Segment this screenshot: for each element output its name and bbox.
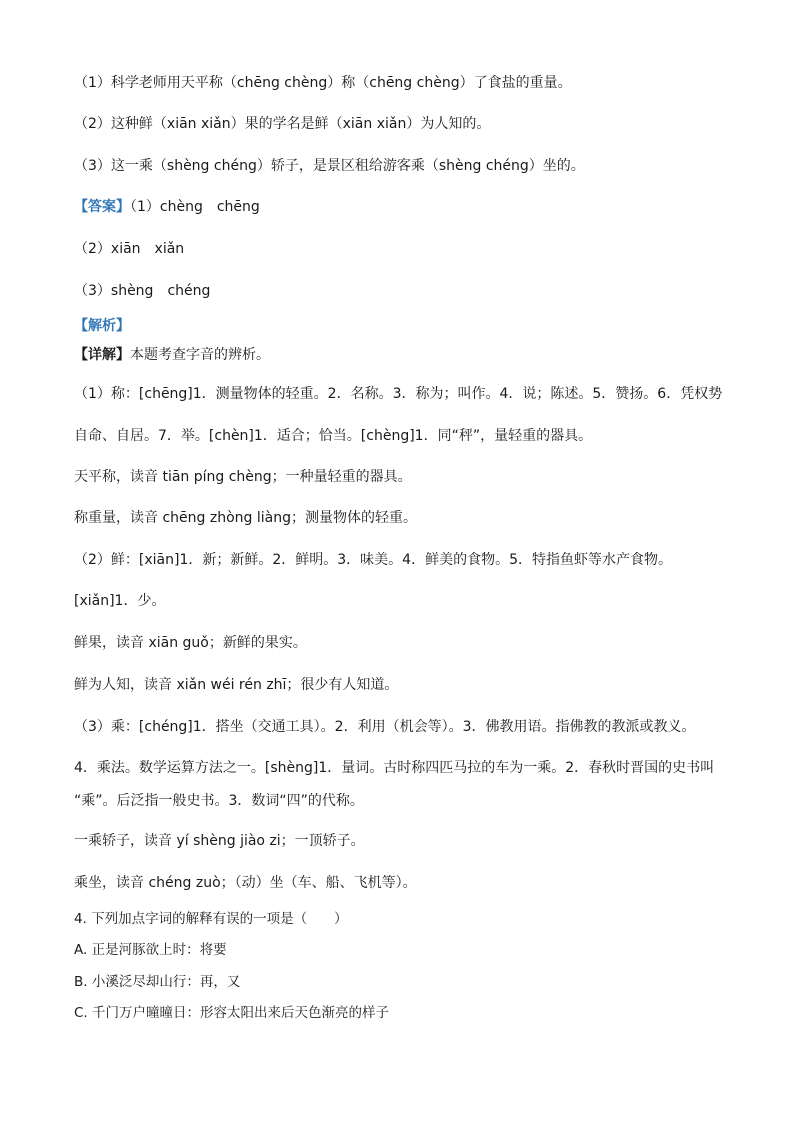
answer-tag: 【答案】 (74, 199, 130, 215)
detail-line (74, 345, 734, 365)
answer-2: （2）xiān xiǎn (74, 241, 185, 257)
option-c: C. 千门万户曈曈日：形容太阳出来后天色渐亮的样子 (74, 1005, 390, 1021)
analysis-line: “乘”。后泛指一般史书。3．数词“四”的代称。 (74, 793, 364, 809)
analysis-heading: 【解析】 (74, 318, 130, 334)
analysis-tag (74, 316, 734, 336)
analysis-line: [xiǎn]1．少。 (74, 593, 166, 609)
detail-intro: 本题考查字音的辨析。 (130, 347, 270, 363)
analysis-line: 鲜果，读音 xiān guǒ；新鲜的果实。 (74, 635, 307, 651)
analysis-line: 乘坐，读音 chéng zuò；（动）坐（车、船、飞机等）。 (74, 875, 417, 891)
analysis-line: 一乘轿子，读音 yí shèng jiào zi；一顶轿子。 (74, 833, 365, 849)
answer-1: （1）chèng chēng (130, 199, 260, 215)
question-3: （3）这一乘（shèng chéng）轿子，是景区租给游客乘（shèng chéng）坐的。 (74, 158, 585, 174)
analysis-line: （3）乘：[chéng]1．搭坐（交通工具）。2．利用（机会等）。3．佛教用语。指佛教的教派或教义。 (74, 719, 696, 735)
question-1: （1）科学老师用天平称（chēng chèng）称（chēng chèng）了食盐的重量。 (74, 75, 572, 91)
analysis-line: （2）鲜：[xiān]1．新；新鲜。2．鲜明。3．味美。4．鲜美的食物。5．特指鱼虾等水产食物。 (74, 552, 672, 568)
analysis-line: 鲜为人知，读音 xiǎn wéi rén zhī；很少有人知道。 (74, 677, 399, 693)
answer-line-1 (74, 197, 734, 217)
analysis-line: 自命、自居。7．举。[chèn]1．适合；恰当。[chèng]1．同“秤”，量轻重的器具。 (74, 428, 593, 444)
question-4-stem: 4. 下列加点字词的解释有误的一项是（ ） (74, 911, 348, 927)
analysis-line: 4．乘法。数学运算方法之一。[shèng]1．量词。古时称四匹马拉的车为一乘。2．春秋时晋国的史书叫 (74, 760, 715, 776)
answer-3: （3）shèng chéng (74, 283, 211, 299)
option-a: A. 正是河豚欲上时：将要 (74, 942, 227, 958)
option-b: B. 小溪泛尽却山行：再，又 (74, 974, 241, 990)
analysis-line: （1）称：[chēng]1．测量物体的轻重。2．名称。3．称为；叫作。4．说；陈述。5．赞扬。6．凭权势 (74, 386, 723, 402)
analysis-line: 称重量，读音 chēng zhòng liàng；测量物体的轻重。 (74, 510, 417, 526)
question-2: （2）这种鲜（xiān xiǎn）果的学名是鲜（xiān xiǎn）为人知的。 (74, 116, 491, 132)
detail-tag: 【详解】 (74, 347, 130, 363)
analysis-line: 天平称，读音 tiān píng chèng；一种量轻重的器具。 (74, 469, 412, 485)
